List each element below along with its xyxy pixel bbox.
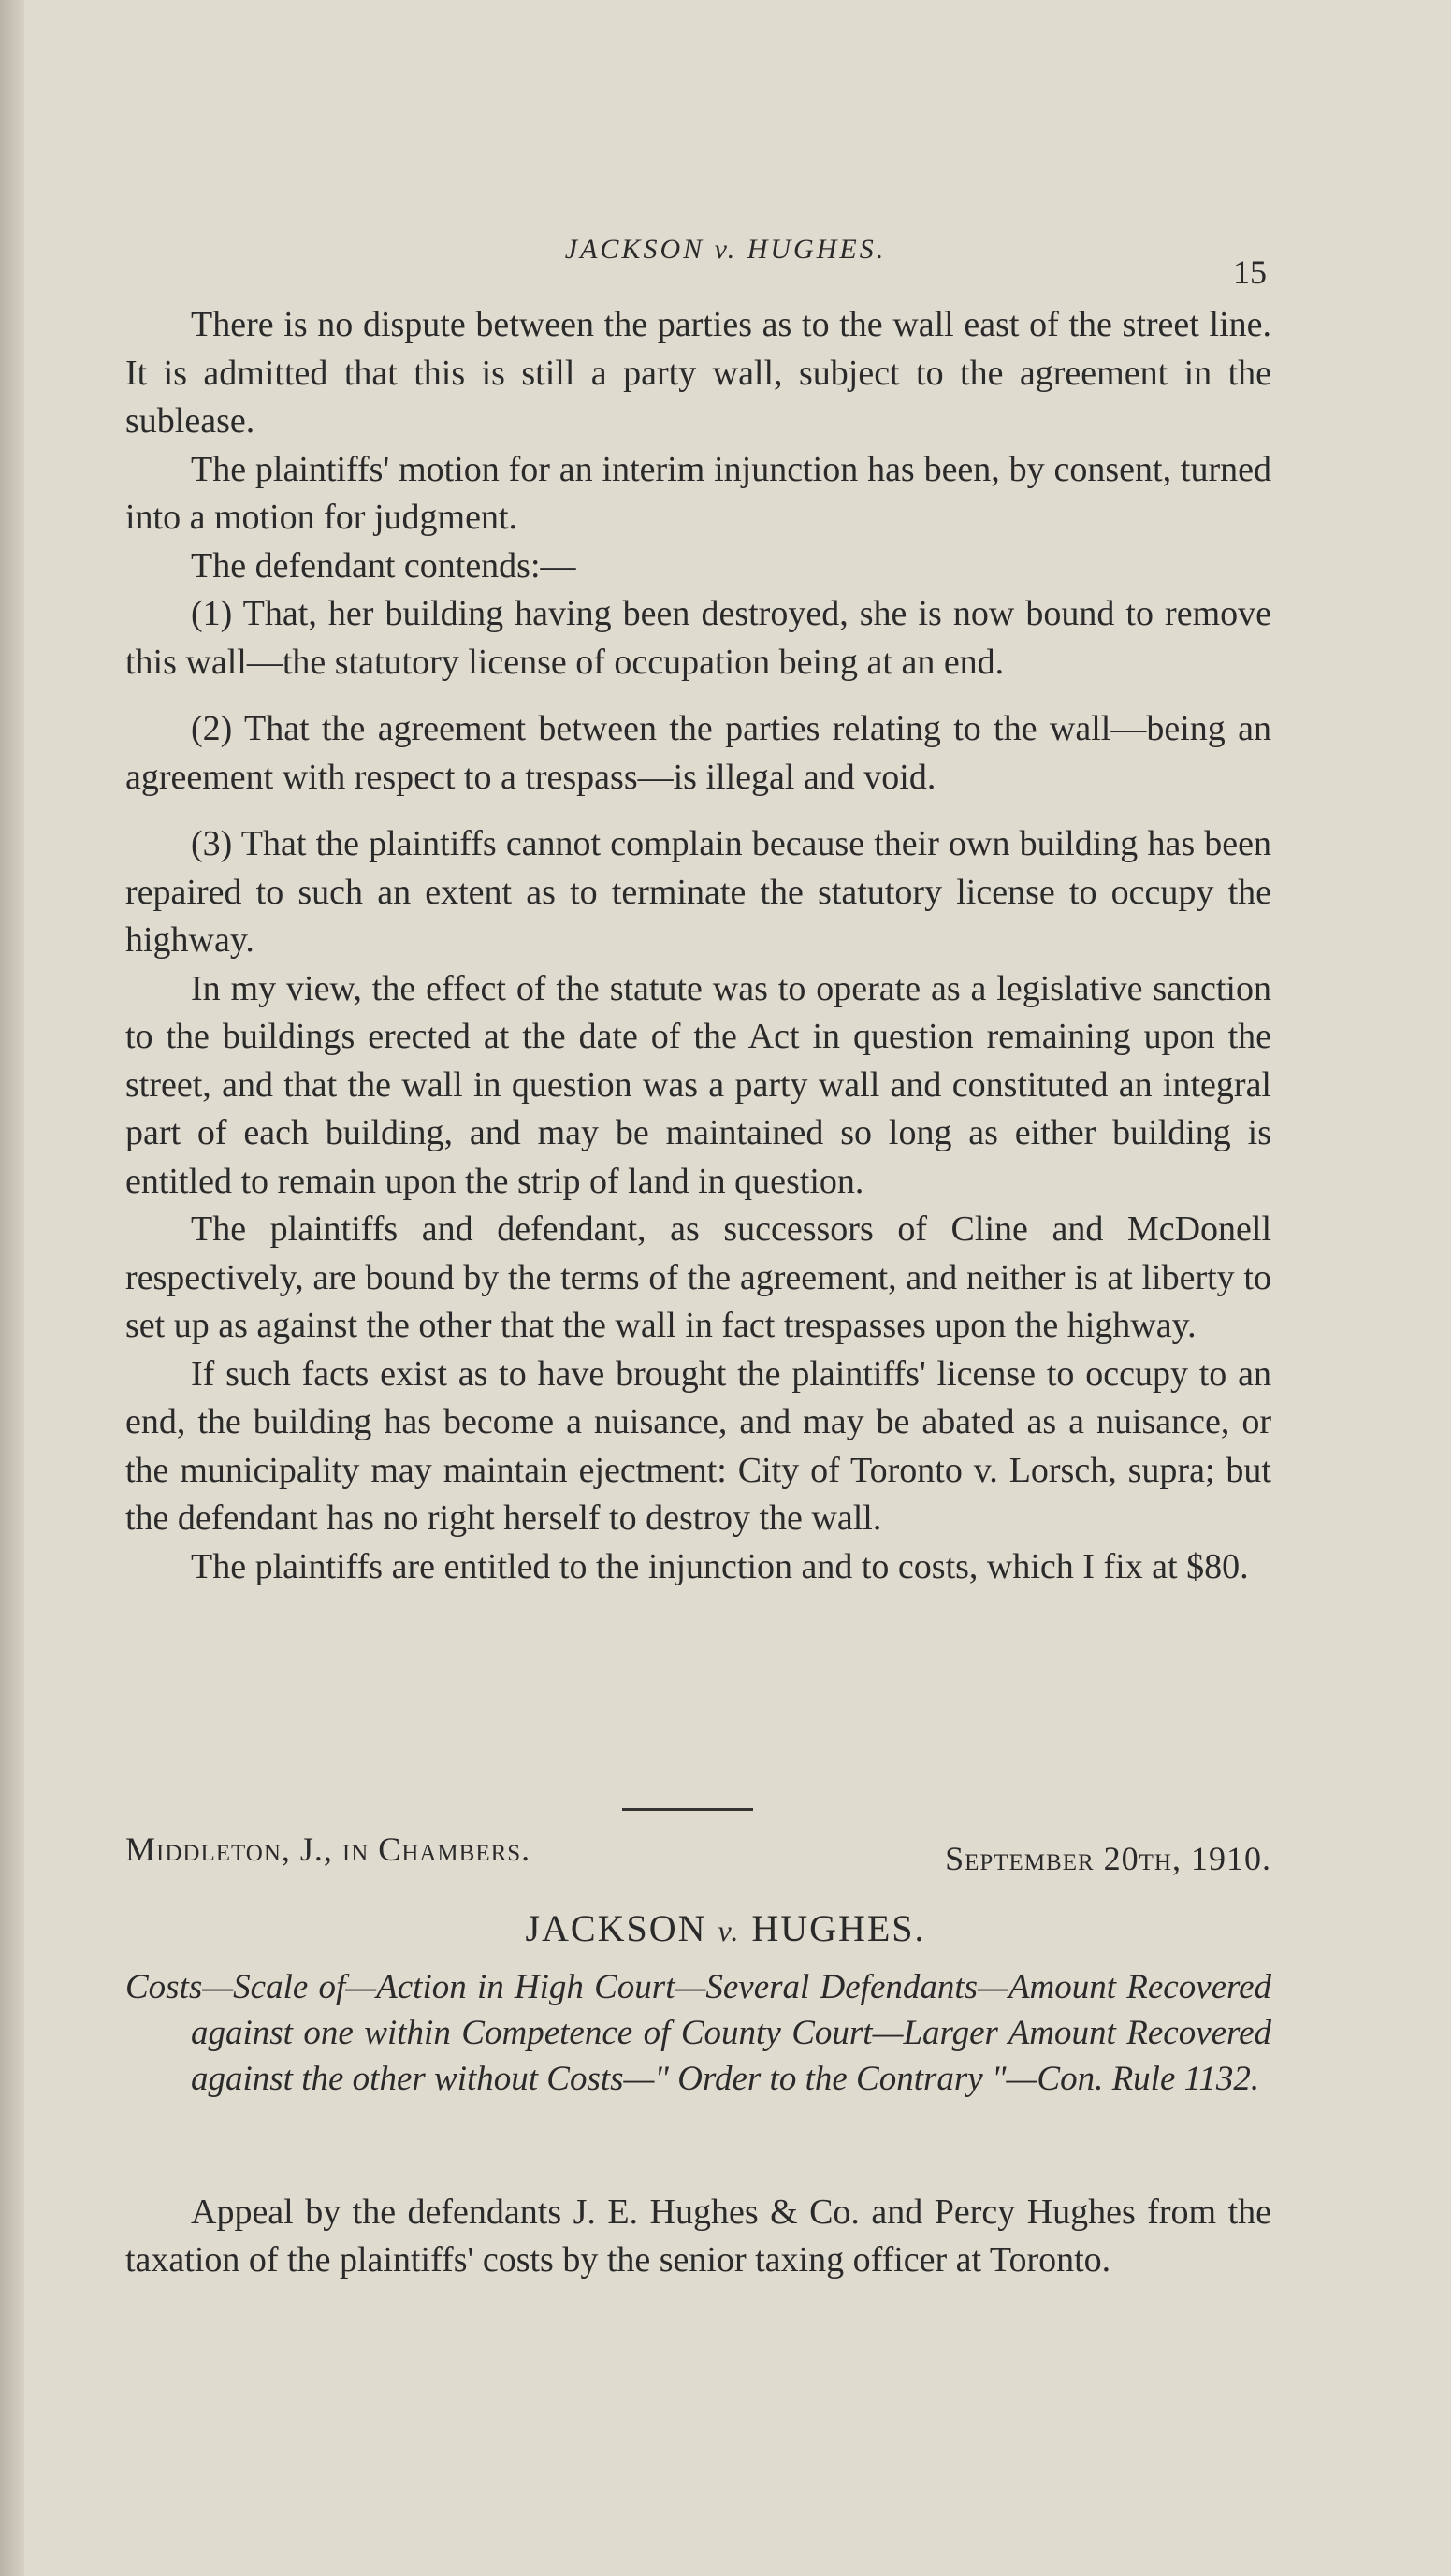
paragraph: (1) That, her building having been destroyed, she is now bound to remove this wall—the statutory license of occupation being at an end. bbox=[125, 594, 1271, 682]
running-head: JACKSON v. HUGHES. bbox=[564, 234, 887, 265]
paragraph: (2) That the agreement between the parties relating to the wall—being an agreement with respect to a trespass—is illegal and void. bbox=[125, 709, 1271, 797]
paragraph: The plaintiffs and defendant, as successors of Cline and McDonell respectively, are bound by the terms of the agreement, and neither is at liberty to set up as against the other that the wall in fact trespasses upon the highway. bbox=[125, 1209, 1271, 1345]
paragraph: There is no dispute between the parties as to the wall east of the street line. It is admitted that this is still a party wall, subject to the agreement in the sublease. bbox=[125, 305, 1271, 441]
case-title bbox=[0, 1906, 1451, 1950]
body-text bbox=[125, 301, 1271, 1591]
page-edge-shadow bbox=[0, 0, 24, 2576]
page-number: 15 bbox=[1233, 253, 1267, 291]
appeal-paragraph: Appeal by the defendants J. E. Hughes & Co. and Percy Hughes from the taxation of the plaintiffs' costs by the senior taxing officer at Toronto. bbox=[125, 2192, 1271, 2279]
headnote: Costs—Scale of—Action in High Court—Several Defendants—Amount Recovered against one within Competence of County Court—Larger Amount Recovered against the other without Costs—" Order to the Contrary "—Con. Rule 1132. bbox=[125, 1968, 1271, 2098]
case-title-versus: v. bbox=[718, 1914, 741, 1947]
judge-name: Middleton, J., in Chambers. bbox=[125, 1831, 531, 1868]
case-title-plaintiff: JACKSON bbox=[525, 1907, 707, 1949]
paragraph: (3) That the plaintiffs cannot complain because their own building has been repaired to such an extent as to terminate the statutory license to occupy the highway. bbox=[125, 824, 1271, 960]
case-title-defendant: HUGHES. bbox=[751, 1907, 926, 1949]
paragraph: If such facts exist as to have brought the plaintiffs' license to occupy to an end, the building has become a nuisance, and may be abated as a nuisance, or the municipality may maintain ejectment: City of Toronto v. Lorsch, supra; but the defendant has no right herself to destroy the wall. bbox=[125, 1353, 1271, 1538]
paragraph: In my view, the effect of the statute was to operate as a legislative sanction to the buildings erected at the date of the Act in question remaining upon the street, and that the wall in question was a party wall and constituted an integral part of each building, and may be maintained so long as either building is entitled to remain upon the strip of land in question. bbox=[125, 968, 1271, 1201]
paragraph: The plaintiffs are entitled to the injunction and to costs, which I fix at $80. bbox=[191, 1546, 1249, 1586]
paragraph: The defendant contends:— bbox=[191, 545, 576, 586]
paragraph: The plaintiffs' motion for an interim injunction has been, by consent, turned into a motion for judgment. bbox=[125, 449, 1271, 537]
decision-date: September 20th, 1910. bbox=[945, 1840, 1271, 1877]
section-divider bbox=[622, 1808, 753, 1811]
judge-line bbox=[125, 1830, 1271, 1886]
